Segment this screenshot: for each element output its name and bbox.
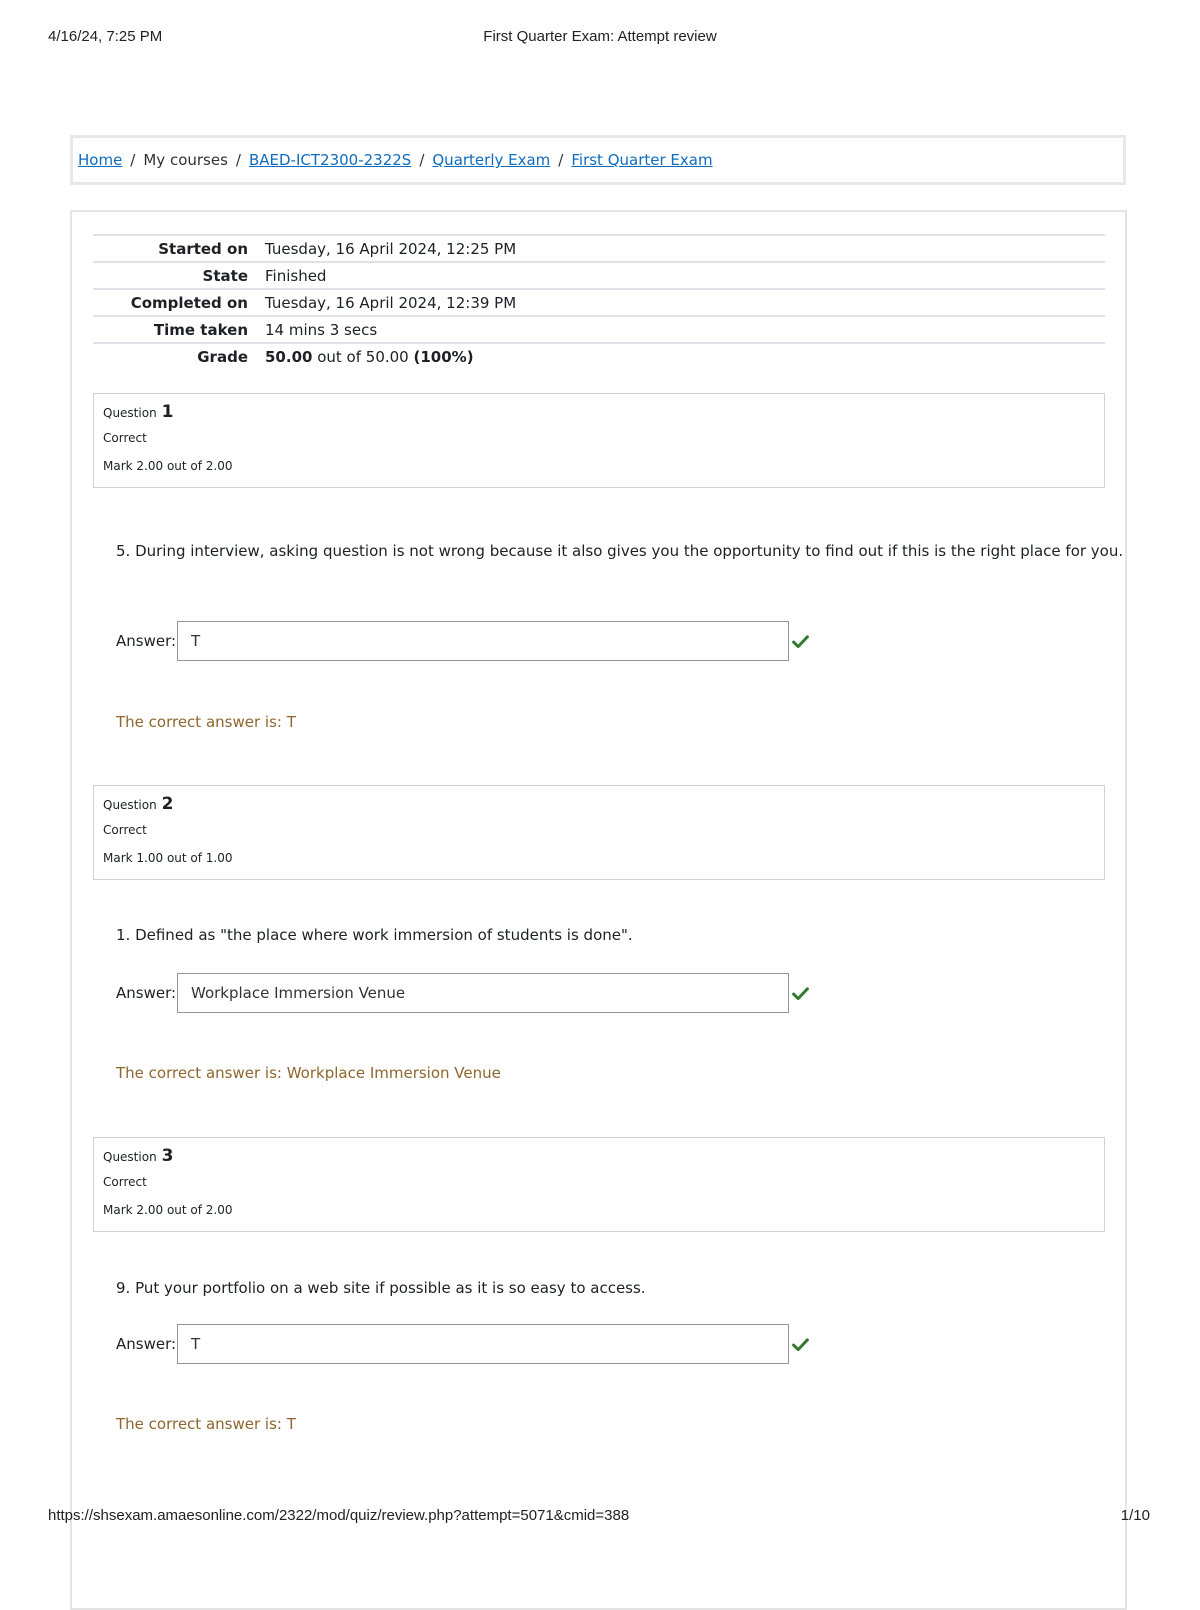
breadcrumb-my-courses: My courses — [143, 151, 228, 169]
grade-percent: (100%) — [413, 347, 474, 366]
check-icon — [792, 985, 809, 1002]
print-header — [0, 28, 1200, 48]
print-page-title: First Quarter Exam: Attempt review — [483, 28, 717, 45]
print-datetime: 4/16/24, 7:25 PM — [48, 28, 163, 45]
breadcrumb — [70, 135, 1126, 185]
question-number-value: 1 — [161, 402, 174, 422]
question-text: 9. Put your portfolio on a web site if possible as it is so easy to access. — [116, 1279, 646, 1297]
check-icon — [792, 1336, 809, 1353]
question-mark: Mark 2.00 out of 2.00 — [103, 459, 233, 473]
question-number — [103, 402, 1095, 428]
print-url: https://shsexam.amaesonline.com/2322/mod/quiz/review.php?attempt=5071&cmid=388 — [48, 1507, 630, 1524]
summary-row-started — [93, 236, 1105, 263]
summary-row-state — [93, 263, 1105, 290]
breadcrumb-course-link[interactable]: BAED-ICT2300-2322S — [248, 151, 412, 169]
summary-row-completed — [93, 290, 1105, 317]
answer-row — [116, 1324, 809, 1364]
summary-label: State — [202, 266, 248, 285]
grade-score: 50.00 — [265, 347, 313, 366]
breadcrumb-separator: / — [419, 151, 425, 169]
summary-row-time-taken — [93, 317, 1105, 344]
grade-out-of: out of 50.00 — [312, 347, 414, 366]
question-mark: Mark 1.00 out of 1.00 — [103, 851, 233, 865]
breadcrumb-separator: / — [558, 151, 564, 169]
breadcrumb-quiz-link[interactable]: First Quarter Exam — [571, 151, 713, 169]
answer-field[interactable]: T — [177, 1324, 789, 1364]
breadcrumb-separator: / — [235, 151, 241, 169]
question-info-box — [93, 1137, 1105, 1232]
grade-value — [248, 348, 474, 366]
print-page-number: 1/10 — [1120, 1507, 1150, 1524]
summary-value: 14 mins 3 secs — [265, 320, 378, 339]
answer-row — [116, 621, 809, 661]
summary-value: Tuesday, 16 April 2024, 12:25 PM — [265, 239, 517, 258]
question-number-value: 2 — [161, 794, 174, 814]
check-icon — [792, 633, 809, 650]
question-info-box — [93, 785, 1105, 880]
breadcrumb-section-link[interactable]: Quarterly Exam — [432, 151, 551, 169]
summary-label: Time taken — [153, 320, 248, 339]
breadcrumb-home-link[interactable]: Home — [78, 151, 123, 169]
breadcrumb-separator: / — [130, 151, 136, 169]
question-mark: Mark 2.00 out of 2.00 — [103, 1203, 233, 1217]
answer-field[interactable]: Workplace Immersion Venue — [177, 973, 789, 1013]
answer-label: Answer: — [116, 632, 177, 650]
question-number — [103, 794, 1095, 820]
summary-label: Completed on — [130, 293, 248, 312]
answer-label: Answer: — [116, 1335, 177, 1353]
correct-answer-feedback: The correct answer is: T — [116, 713, 296, 731]
summary-value: Finished — [265, 266, 327, 285]
question-label: Question — [103, 1150, 157, 1164]
summary-label: Started on — [158, 239, 248, 258]
question-state: Correct — [103, 1175, 147, 1189]
answer-row — [116, 973, 809, 1013]
question-text: 5. During interview, asking question is not wrong because it also gives you the opportunity to find out if this is the right place for you. — [116, 542, 1124, 560]
question-info-box — [93, 393, 1105, 488]
summary-row-grade — [93, 344, 1105, 369]
summary-label: Grade — [197, 347, 248, 366]
question-state: Correct — [103, 431, 147, 445]
question-label: Question — [103, 406, 157, 420]
question-text: 1. Defined as "the place where work immersion of students is done". — [116, 926, 633, 944]
question-number-value: 3 — [161, 1146, 174, 1166]
question-state: Correct — [103, 823, 147, 837]
correct-answer-feedback: The correct answer is: Workplace Immersion Venue — [116, 1064, 501, 1082]
correct-answer-feedback: The correct answer is: T — [116, 1415, 296, 1433]
question-number — [103, 1146, 1095, 1172]
summary-value: Tuesday, 16 April 2024, 12:39 PM — [265, 293, 517, 312]
print-footer — [0, 1507, 1200, 1527]
attempt-summary-table — [93, 234, 1105, 369]
answer-field[interactable]: T — [177, 621, 789, 661]
answer-label: Answer: — [116, 984, 177, 1002]
question-label: Question — [103, 798, 157, 812]
